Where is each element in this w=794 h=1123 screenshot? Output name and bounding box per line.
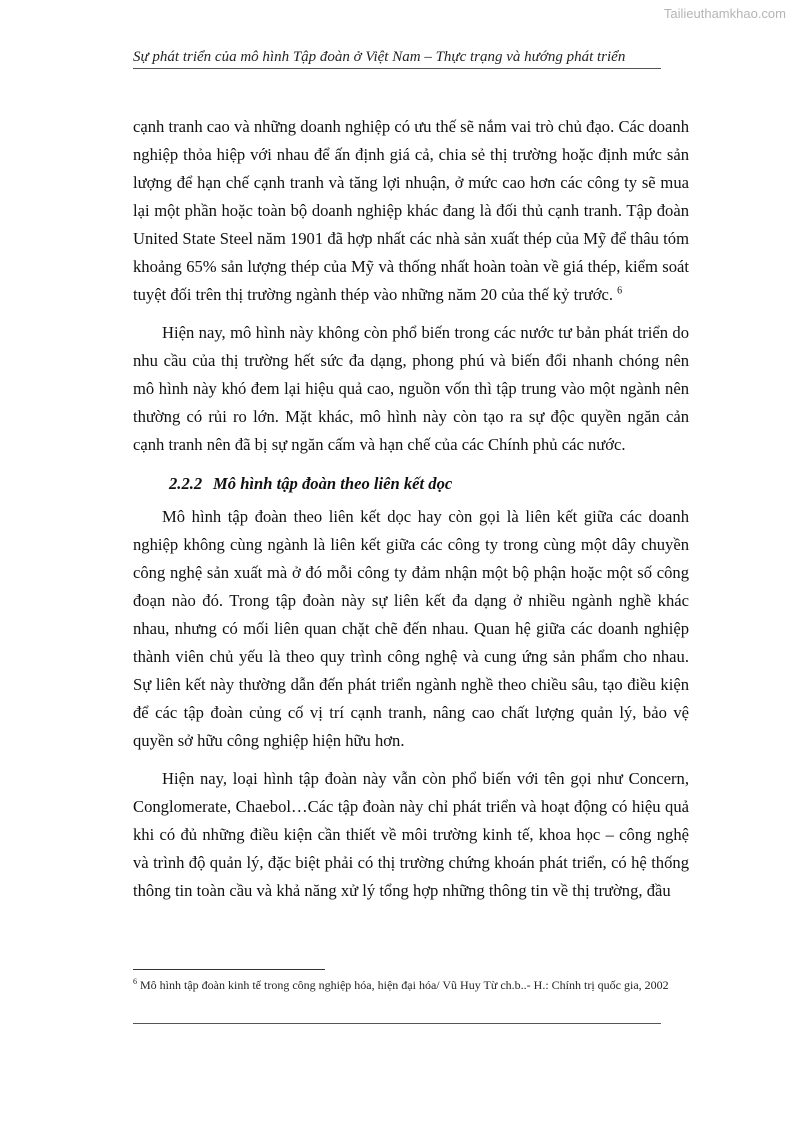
footnote-divider bbox=[133, 969, 325, 970]
paragraph-1 bbox=[133, 113, 689, 309]
footer-divider bbox=[133, 1023, 661, 1024]
section-title: Mô hình tập đoàn theo liên kết dọc bbox=[213, 474, 453, 493]
paragraph-3: Mô hình tập đoàn theo liên kết dọc hay còn gọi là liên kết giữa các doanh nghiệp không cùng ngành là liên kết giữa các công ty trong cùng một dây chuyền công nghệ sản xuất mà ở đó mỗi công ty đảm nhận một bộ phận hoặc một số công đoạn nào đó. Trong tập đoàn này sự liên kết đa dạng ở nhiều ngành nghề khác nhau, nhưng có mối liên quan chặt chẽ đến nhau. Quan hệ giữa các doanh nghiệp thành viên chủ yếu là theo quy trình công nghệ và cung ứng sản phẩm cho nhau. Sự liên kết này thường dẫn đến phát triển ngành nghề theo chiều sâu, tạo điều kiện để các tập đoàn củng cố vị trí cạnh tranh, nâng cao chất lượng quản lý, bảo vệ quyền sở hữu công nghiệp hiện hữu hơn. bbox=[133, 507, 689, 750]
footnote-marker: 6 bbox=[133, 977, 137, 986]
paragraph-2: Hiện nay, mô hình này không còn phổ biến trong các nước tư bản phát triển do nhu cầu của thị trường hết sức đa dạng, phong phú và biến đổi nhanh chóng nên mô hình này khó đem lại hiệu quả cao, nguồn vốn thì tập trung vào một ngành nên thường có rủi ro lớn. Mặt khác, mô hình này còn tạo ra sự độc quyền ngăn cản cạnh tranh nên đã bị sự ngăn cấm và hạn chế của các Chính phủ các nước. bbox=[133, 323, 689, 454]
paragraph-4: Hiện nay, loại hình tập đoàn này vẫn còn phổ biến với tên gọi như Concern, Conglomerate, Chaebol…Các tập đoàn này chỉ phát triển và hoạt động có hiệu quả khi có đủ những điều kiện cần thiết về môi trường kinh tế, khoa học – công nghệ và trình độ quản lý, đặc biệt phải có thị trường chứng khoán phát triển, có hệ thống thông tin toàn cầu và khả năng xử lý tổng hợp những thông tin về thị trường, đầu bbox=[133, 769, 689, 900]
page-body bbox=[133, 113, 689, 905]
paragraph-1-text: cạnh tranh cao và những doanh nghiệp có ưu thế sẽ nắm vai trò chủ đạo. Các doanh nghiệp thỏa hiệp với nhau để ấn định giá cả, chia sẻ thị trường hoặc định mức sản lượng để hạn chế cạnh tranh và tăng lợi nhuận, ở mức cao hơn các công ty sẽ mua lại một phần hoặc toàn bộ doanh nghiệp khác đang là đối thủ cạnh tranh. Tập đoàn United State Steel năm 1901 đã hợp nhất các nhà sản xuất thép của Mỹ để thâu tóm khoảng 65% sản lượng thép của Mỹ và thống nhất hoàn toàn về giá thép, kiểm soát tuyệt đối trên thị trường ngành thép vào những năm 20 của thế kỷ trước. bbox=[133, 117, 689, 304]
footnote bbox=[133, 977, 689, 994]
watermark: Tailieuthamkhao.com bbox=[663, 6, 786, 21]
section-heading bbox=[169, 471, 689, 497]
footnote-text: Mô hình tập đoàn kinh tế trong công nghiệp hóa, hiện đại hóa/ Vũ Huy Từ ch.b..- H.: Chính trị quốc gia, 2002 bbox=[140, 978, 669, 992]
running-header: Sự phát triển của mô hình Tập đoàn ở Việt Nam – Thực trạng và hướng phát triển bbox=[133, 49, 661, 69]
section-number: 2.2.2 bbox=[169, 474, 203, 493]
footnote-reference[interactable]: 6 bbox=[617, 285, 623, 297]
